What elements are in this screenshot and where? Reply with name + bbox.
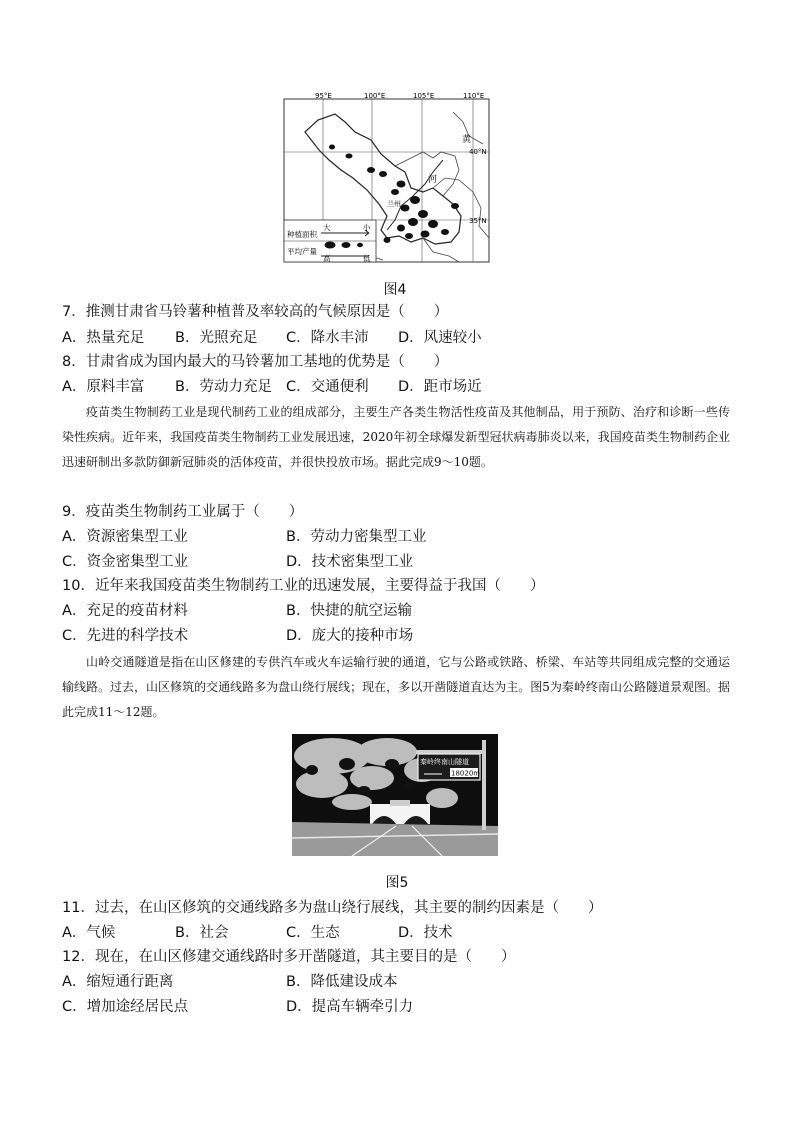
- question-12-option-b[interactable]: B．降低建设成本: [286, 974, 398, 990]
- question-11-option-a[interactable]: A．气候: [62, 925, 116, 941]
- legend-high-label: 高: [323, 254, 331, 263]
- question-10-option-b[interactable]: B．快捷的航空运输: [286, 603, 412, 619]
- legend-area-label: 种植面积: [287, 230, 317, 239]
- tunnel-sign-distance: 18020m: [451, 769, 481, 778]
- figure-4-map: [283, 92, 493, 270]
- tunnel-photo: [292, 734, 498, 856]
- question-7-option-d[interactable]: D．风速较小: [398, 330, 482, 346]
- question-11-option-b[interactable]: B．社会: [175, 925, 229, 941]
- question-9-option-a[interactable]: A．资源密集型工业: [62, 529, 188, 545]
- lat-35-label: 35°N: [469, 217, 487, 225]
- question-10-stem: 10．近年来我国疫苗类生物制药工业的迅速发展，主要得益于我国（ ）: [62, 578, 545, 594]
- question-12-option-d[interactable]: D．提高车辆牵引力: [286, 999, 414, 1015]
- legend-low-label: 低: [363, 254, 371, 263]
- question-12-option-a[interactable]: A．缩短通行距离: [62, 974, 174, 990]
- gansu-map: [283, 92, 493, 270]
- question-8-option-a[interactable]: A．原料丰富: [62, 379, 145, 395]
- yellow-river-label-2: 河: [428, 175, 438, 185]
- legend-yield-label: 平均产量: [287, 247, 317, 256]
- question-11-stem: 11．过去，在山区修筑的交通线路多为盘山绕行展线，其主要的制约因素是（ ）: [62, 900, 603, 916]
- question-8-stem: 8．甘肃省成为国内最大的马铃薯加工基地的优势是（ ）: [62, 354, 449, 370]
- lon-95-label: 95°E: [315, 92, 332, 100]
- lon-100-label: 100°E: [364, 92, 386, 100]
- question-10-option-a[interactable]: A．充足的疫苗材料: [62, 603, 188, 619]
- figure-5-photo: [292, 734, 498, 856]
- question-8-option-b[interactable]: B．劳动力充足: [175, 379, 272, 395]
- tunnel-sign-title: 秦岭终南山隧道: [420, 758, 469, 766]
- question-8-option-d[interactable]: D．距市场近: [398, 379, 482, 395]
- question-10-option-c[interactable]: C．先进的科学技术: [62, 628, 189, 644]
- question-7-stem: 7．推测甘肃省马铃薯种植普及率较高的气候原因是（ ）: [62, 304, 449, 320]
- question-8-option-c[interactable]: C．交通便利: [286, 379, 369, 395]
- question-7-option-a[interactable]: A．热量充足: [62, 330, 145, 346]
- lon-105-label: 105°E: [413, 92, 435, 100]
- question-10-option-d[interactable]: D．庞大的接种市场: [286, 628, 414, 644]
- question-11-option-d[interactable]: D．技术: [398, 925, 453, 941]
- legend-small-label: 小: [363, 223, 371, 232]
- question-9-stem: 9．疫苗类生物制药工业属于（ ）: [62, 504, 304, 520]
- legend-big-label: 大: [323, 223, 331, 232]
- lon-110-label: 110°E: [463, 92, 485, 100]
- yellow-river-label-1: 黄: [462, 135, 472, 145]
- question-12-option-c[interactable]: C．增加途经居民点: [62, 999, 189, 1015]
- question-9-option-c[interactable]: C．资金密集型工业: [62, 554, 189, 570]
- lanzhou-label: 兰州: [387, 200, 401, 208]
- question-9-option-b[interactable]: B．劳动力密集型工业: [286, 529, 427, 545]
- lat-40-label: 40°N: [469, 148, 487, 156]
- question-7-option-b[interactable]: B．光照充足: [175, 330, 258, 346]
- figure-5-caption: 图5: [385, 875, 409, 891]
- question-9-option-d[interactable]: D．技术密集型工业: [286, 554, 414, 570]
- passage-vaccine-industry: 疫苗类生物制药工业是现代制药工业的组成部分，主要生产各类生物活性疫苗及其他制品，用于预防、治疗和诊断一些传染性疾病。近年来，我国疫苗类生物制药工业发展迅速，2020年初全球爆发新型冠状病毒肺炎以来，我国疫苗类生物制药企业迅速研制出多款防御新冠肺炎的活体疫苗，并很快投放市场。据此完成9～10题。: [62, 405, 730, 469]
- question-11-option-c[interactable]: C．生态: [286, 925, 340, 941]
- question-12-stem: 12．现在，在山区修建交通线路时多开凿隧道，其主要目的是（ ）: [62, 949, 516, 965]
- passage-mountain-tunnels: 山岭交通隧道是指在山区修建的专供汽车或火车运输行驶的通道，它与公路或铁路、桥梁、车站等共同组成完整的交通运输线路。过去，山区修筑的交通线路多为盘山绕行展线；现在，多以开凿隧道直达为主。图5为秦岭终南山公路隧道景观图。据此完成11～12题。: [62, 655, 730, 719]
- question-7-option-c[interactable]: C．降水丰沛: [286, 330, 369, 346]
- figure-4-caption: 图4: [383, 282, 407, 298]
